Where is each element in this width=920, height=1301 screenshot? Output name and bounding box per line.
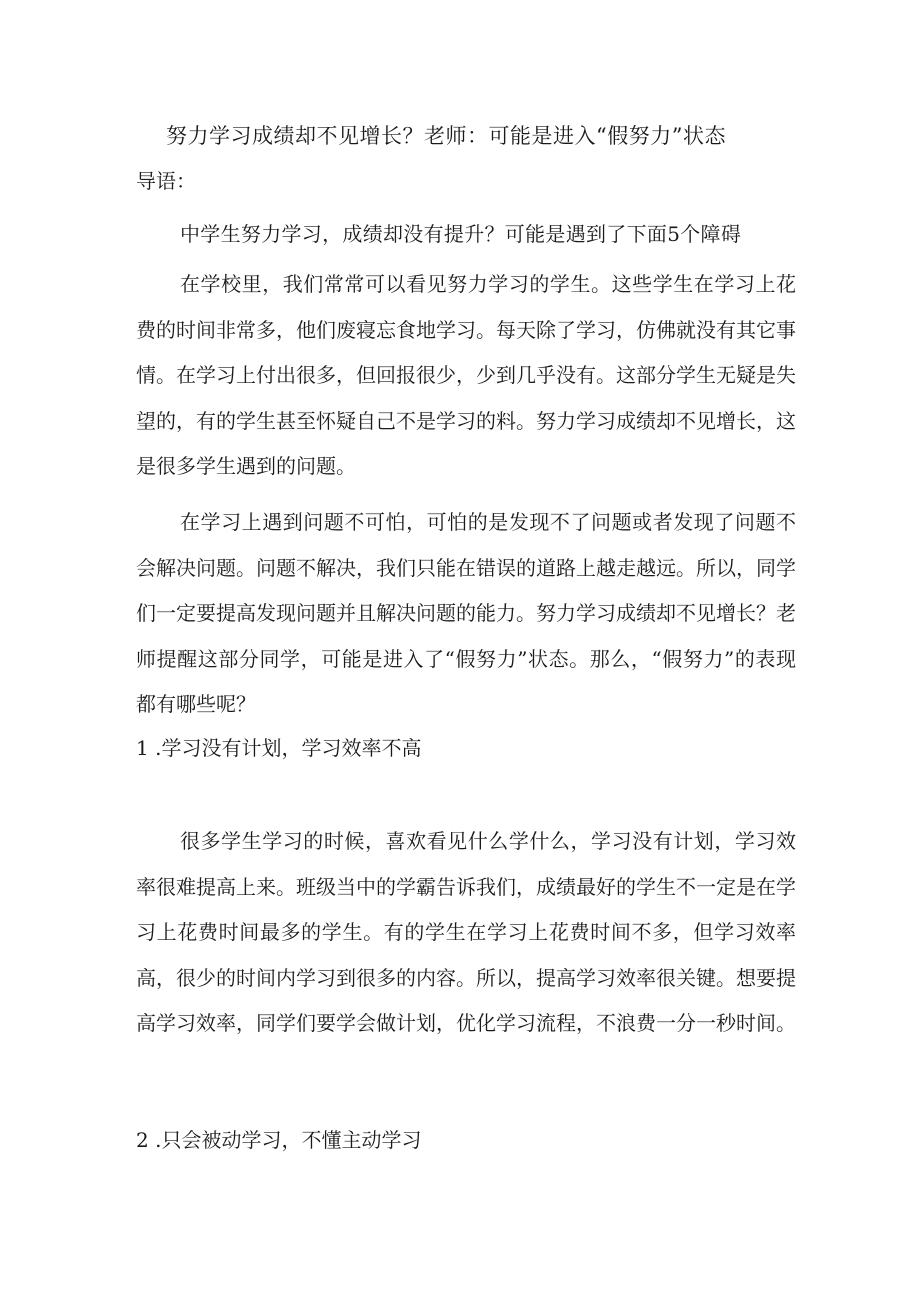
paragraph-section-1: 很多学生学习的时候，喜欢看见什么学什么，学习没有计划，学习效率很难提高上来。班级当中的学霸告诉我们，成绩最好的学生不一定是在学习上花费时间最多的学生。有的学生在学习上花费时间不多，但学习效率高，很少的时间内学习到很多的内容。所以，提高学习效率很关键。想要提高学习效率，同学们要学会做计划，优化学习流程，不浪费一分一秒时间。 — [136, 829, 796, 1035]
document-title: 努力学习成绩却不见增长？老师：可能是进入“假努力”状态 — [166, 124, 726, 148]
subtitle: 中学生努力学习，成绩却没有提升？可能是遇到了下面5个障碍 — [180, 222, 742, 246]
paragraph-problem: 在学习上遇到问题不可怕，可怕的是发现不了问题或者发现了问题不会解决问题。问题不解决，我们只能在错误的道路上越走越远。所以，同学们一定要提高发现问题并且解决问题的能力。努力学习成绩却不见增长？老师提醒这部分同学，可能是进入了“假努力”状态。那么，“假努力”的表现都有哪些呢？ — [136, 510, 796, 716]
lead-label: 导语： — [136, 169, 196, 193]
section-heading-2: 2 .只会被动学习，不懂主动学习 — [136, 1128, 422, 1152]
section-heading-1: 1 .学习没有计划，学习效率不高 — [136, 736, 422, 760]
paragraph-intro: 在学校里，我们常常可以看见努力学习的学生。这些学生在学习上花费的时间非常多，他们废寝忘食地学习。每天除了学习，仿佛就没有其它事情。在学习上付出很多，但回报很少，少到几乎没有。这部分学生无疑是失望的，有的学生甚至怀疑自己不是学习的料。努力学习成绩却不见增长，这是很多学生遇到的问题。 — [136, 272, 796, 478]
